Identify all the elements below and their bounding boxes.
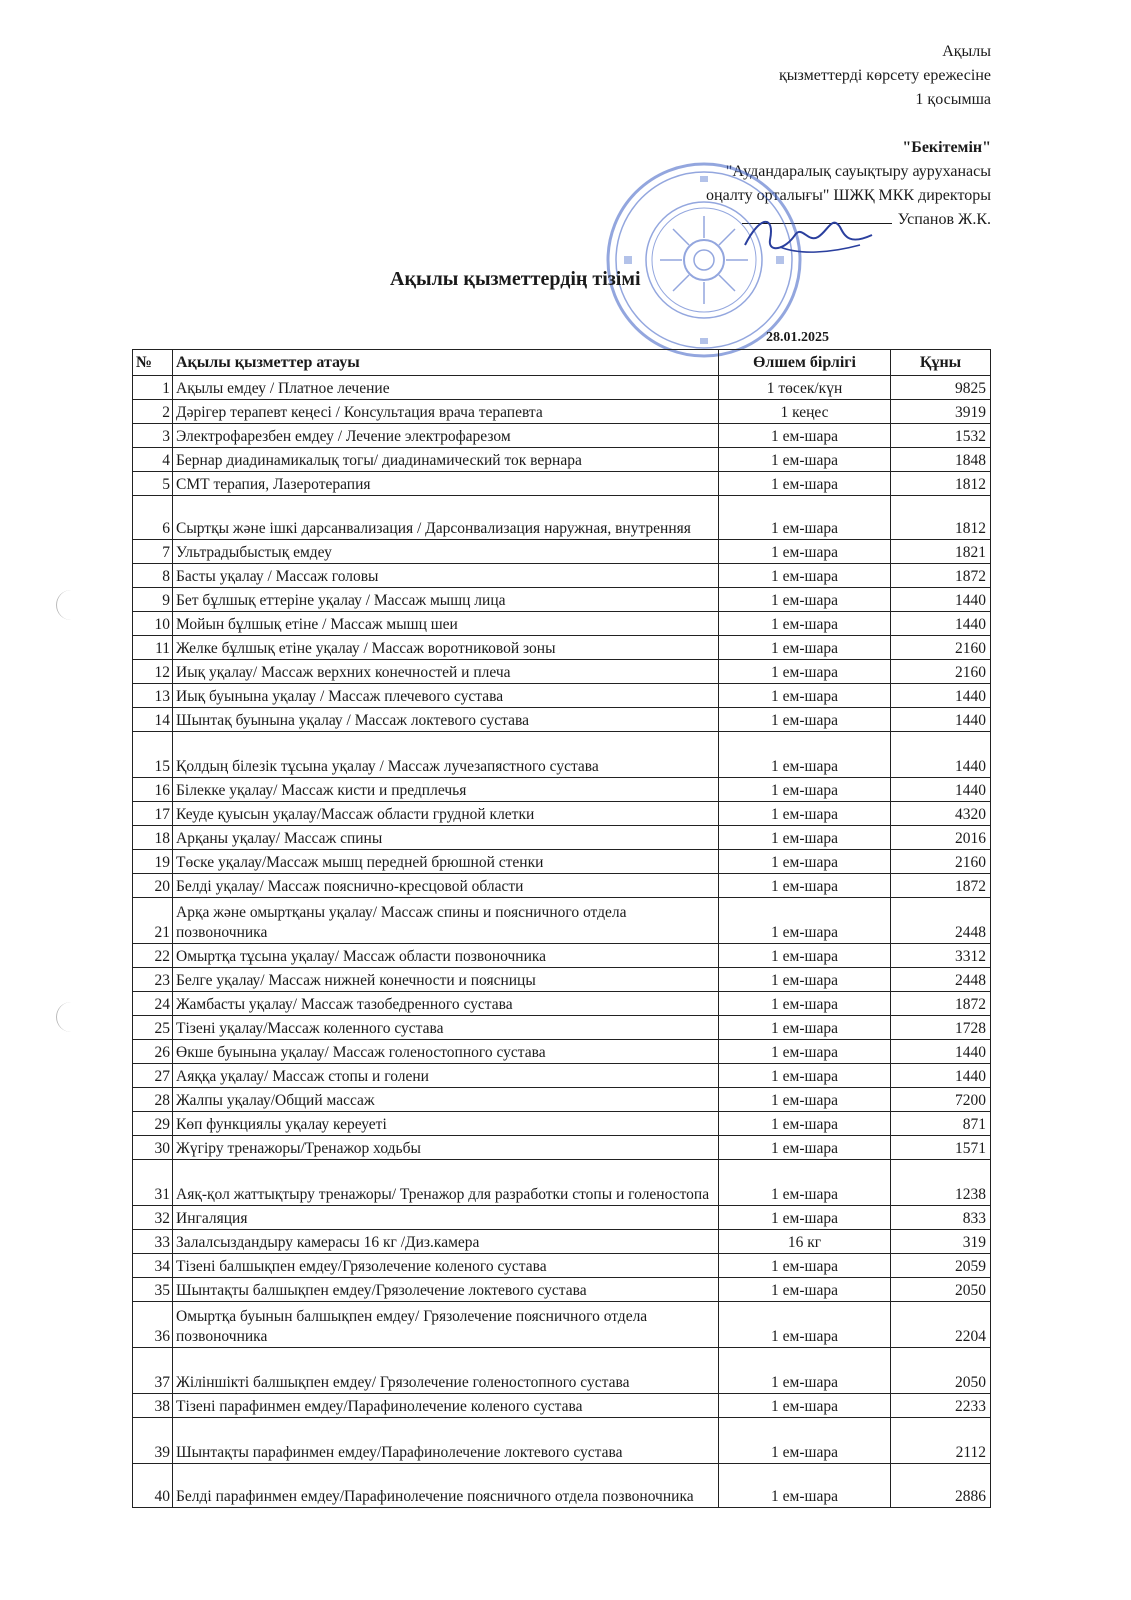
table-row [133,424,991,448]
cell-unit: 1 ем-шара [719,1206,891,1230]
cell-price: 2050 [891,1348,991,1394]
cell-service-name: Ақылы емдеу / Платное лечение [173,376,719,400]
table-row [133,874,991,898]
cell-service-name: Иық уқалау/ Массаж верхних конечностей и плеча [173,660,719,684]
cell-price: 1440 [891,778,991,802]
cell-unit: 1 ем-шара [719,636,891,660]
cell-unit: 1 ем-шара [719,1112,891,1136]
cell-price: 1812 [891,472,991,496]
cell-service-name: Иық буынына уқалау / Массаж плечевого сустава [173,684,719,708]
cell-unit: 1 ем-шара [719,1348,891,1394]
cell-unit: 1 ем-шара [719,1136,891,1160]
cell-unit: 1 ем-шара [719,660,891,684]
table-row [133,376,991,400]
table-row [133,944,991,968]
cell-price: 2160 [891,660,991,684]
table-row [133,636,991,660]
table-row [133,802,991,826]
cell-unit: 1 ем-шара [719,1040,891,1064]
table-row [133,612,991,636]
header-service-name: Ақылы қызметтер атауы [173,350,719,376]
cell-number: 27 [133,1064,173,1088]
cell-number: 5 [133,472,173,496]
table-row [133,448,991,472]
cell-service-name: Мойын бұлшық етіне / Массаж мышц шеи [173,612,719,636]
cell-price: 319 [891,1230,991,1254]
cell-price: 1872 [891,874,991,898]
cell-service-name: Көп функциялы уқалау кереуеті [173,1112,719,1136]
cell-price: 2160 [891,636,991,660]
table-row [133,1016,991,1040]
annex-line-1: Ақылы [942,43,991,60]
table-row [133,850,991,874]
table-row [133,540,991,564]
table-row [133,588,991,612]
cell-unit: 1 ем-шара [719,1064,891,1088]
director-signature [740,205,880,265]
table-row [133,992,991,1016]
table-row [133,564,991,588]
cell-service-name: Белді парафинмен емдеу/Парафинолечение поясничного отдела позвоночника [173,1464,719,1508]
cell-price: 871 [891,1112,991,1136]
cell-number: 28 [133,1088,173,1112]
annex-line-2: қызметтерді көрсету ережесіне [778,67,991,84]
cell-unit: 1 кеңес [719,400,891,424]
cell-service-name: Бет бұлшық еттеріне уқалау / Массаж мышц лица [173,588,719,612]
cell-number: 15 [133,732,173,778]
cell-service-name: Арқаны уқалау/ Массаж спины [173,826,719,850]
cell-unit: 1 ем-шара [719,540,891,564]
cell-service-name: Ингаляция [173,1206,719,1230]
cell-unit: 1 ем-шара [719,778,891,802]
approval-title: "Бекітемін" [902,139,991,156]
cell-number: 20 [133,874,173,898]
table-row [133,1348,991,1394]
header-price: Құны [891,350,991,376]
cell-service-name: Электрофарезбен емдеу / Лечение электрофарезом [173,424,719,448]
cell-service-name: Белді уқалау/ Массаж пояснично-кресцовой области [173,874,719,898]
cell-service-name: Ультрадыбыстық емдеу [173,540,719,564]
cell-number: 19 [133,850,173,874]
cell-service-name: Жіліншікті балшықпен емдеу/ Грязолечение голеностопного сустава [173,1348,719,1394]
table-row [133,898,991,944]
table-row [133,1230,991,1254]
cell-service-name: Желке бұлшық етіне уқалау / Массаж воротниковой зоны [173,636,719,660]
cell-unit: 1 ем-шара [719,448,891,472]
table-row [133,778,991,802]
table-row [133,1206,991,1230]
cell-service-name: Омыртқа тұсына уқалау/ Массаж области позвоночника [173,944,719,968]
cell-unit: 1 ем-шара [719,968,891,992]
cell-number: 30 [133,1136,173,1160]
cell-price: 3919 [891,400,991,424]
cell-number: 8 [133,564,173,588]
cell-number: 26 [133,1040,173,1064]
cell-number: 32 [133,1206,173,1230]
cell-price: 1872 [891,564,991,588]
table-row [133,496,991,540]
cell-price: 1440 [891,1064,991,1088]
table-row [133,1302,991,1348]
cell-unit: 1 ем-шара [719,708,891,732]
cell-service-name: Өкше буынына уқалау/ Массаж голеностопного сустава [173,1040,719,1064]
cell-service-name: Кеуде қуысын уқалау/Массаж области грудной клетки [173,802,719,826]
cell-price: 1440 [891,732,991,778]
cell-price: 1440 [891,588,991,612]
cell-unit: 1 ем-шара [719,472,891,496]
cell-service-name: Басты уқалау / Массаж головы [173,564,719,588]
cell-unit: 1 ем-шара [719,874,891,898]
cell-number: 38 [133,1394,173,1418]
table-row [133,472,991,496]
cell-service-name: Жүгіру тренажоры/Тренажор ходьбы [173,1136,719,1160]
cell-price: 2886 [891,1464,991,1508]
cell-unit: 1 ем-шара [719,1088,891,1112]
cell-number: 24 [133,992,173,1016]
cell-price: 2050 [891,1278,991,1302]
cell-unit: 1 ем-шара [719,850,891,874]
cell-unit: 1 ем-шара [719,424,891,448]
cell-unit: 1 ем-шара [719,612,891,636]
table-row [133,1088,991,1112]
cell-number: 14 [133,708,173,732]
table-row [133,1278,991,1302]
cell-number: 35 [133,1278,173,1302]
punch-hole-mark [56,590,97,620]
cell-number: 23 [133,968,173,992]
cell-number: 2 [133,400,173,424]
document-date: 28.01.2025 [766,330,829,345]
cell-number: 7 [133,540,173,564]
cell-unit: 1 ем-шара [719,992,891,1016]
cell-price: 2448 [891,898,991,944]
cell-service-name: Шынтақты балшықпен емдеу/Грязолечение локтевого сустава [173,1278,719,1302]
cell-service-name: Тізені балшықпен емдеу/Грязолечение коленого сустава [173,1254,719,1278]
table-row [133,1394,991,1418]
cell-service-name: Омыртқа буынын балшықпен емдеу/ Грязолечение поясничного отдела позвоночника [173,1302,719,1348]
cell-price: 1440 [891,612,991,636]
annex-reference [779,40,991,112]
cell-price: 2112 [891,1418,991,1464]
cell-number: 31 [133,1160,173,1206]
annex-line-3: 1 қосымша [915,91,991,108]
cell-service-name: Аяқ-қол жаттықтыру тренажоры/ Тренажор для разработки стопы и голеностопа [173,1160,719,1206]
cell-number: 9 [133,588,173,612]
cell-number: 34 [133,1254,173,1278]
cell-number: 16 [133,778,173,802]
cell-service-name: Тізені уқалау/Массаж коленного сустава [173,1016,719,1040]
cell-unit: 1 ем-шара [719,944,891,968]
table-row [133,1040,991,1064]
approval-org-line-1: "Аудандаралық сауықтыру ауруханасы [725,163,991,180]
cell-unit: 1 ем-шара [719,898,891,944]
cell-service-name: Бернар диадинамикалық тогы/ диадинамический ток вернара [173,448,719,472]
cell-number: 37 [133,1348,173,1394]
cell-price: 1440 [891,684,991,708]
paid-services-table [132,349,991,1508]
cell-price: 1238 [891,1160,991,1206]
cell-unit: 1 ем-шара [719,588,891,612]
cell-unit: 1 ем-шара [719,1302,891,1348]
cell-price: 1728 [891,1016,991,1040]
cell-price: 3312 [891,944,991,968]
cell-price: 833 [891,1206,991,1230]
cell-service-name: Шынтақты парафинмен емдеу/Парафинолечение локтевого сустава [173,1418,719,1464]
cell-number: 10 [133,612,173,636]
table-row [133,968,991,992]
cell-unit: 1 ем-шара [719,684,891,708]
cell-price: 1821 [891,540,991,564]
cell-number: 6 [133,496,173,540]
cell-price: 1571 [891,1136,991,1160]
cell-price: 9825 [891,376,991,400]
cell-service-name: Белге уқалау/ Массаж нижней конечности и поясницы [173,968,719,992]
cell-service-name: Аяққа уқалау/ Массаж стопы и голени [173,1064,719,1088]
cell-unit: 1 ем-шара [719,802,891,826]
cell-unit: 1 ем-шара [719,732,891,778]
cell-number: 3 [133,424,173,448]
cell-number: 25 [133,1016,173,1040]
cell-unit: 1 ем-шара [719,1160,891,1206]
cell-number: 17 [133,802,173,826]
table-row [133,1064,991,1088]
cell-unit: 1 ем-шара [719,1254,891,1278]
table-row [133,1464,991,1508]
table-row [133,1254,991,1278]
table-body [133,376,991,1508]
cell-unit: 1 ем-шара [719,1278,891,1302]
table-row [133,684,991,708]
cell-price: 2160 [891,850,991,874]
cell-number: 1 [133,376,173,400]
cell-price: 1532 [891,424,991,448]
cell-price: 1440 [891,708,991,732]
cell-service-name: Білекке уқалау/ Массаж кисти и предплечья [173,778,719,802]
table-row [133,1136,991,1160]
cell-number: 22 [133,944,173,968]
cell-number: 12 [133,660,173,684]
document-title: Ақылы қызметтердің тізімі [390,268,641,290]
cell-price: 2016 [891,826,991,850]
punch-hole-mark [56,1002,97,1032]
cell-number: 13 [133,684,173,708]
cell-number: 33 [133,1230,173,1254]
table-row [133,1112,991,1136]
table-row [133,1418,991,1464]
cell-number: 21 [133,898,173,944]
cell-service-name: Тізені парафинмен емдеу/Парафинолечение коленого сустава [173,1394,719,1418]
cell-unit: 1 ем-шара [719,826,891,850]
cell-price: 7200 [891,1088,991,1112]
table-row [133,1160,991,1206]
cell-number: 40 [133,1464,173,1508]
cell-service-name: СМТ терапия, Лазеротерапия [173,472,719,496]
cell-service-name: Жалпы уқалау/Общий массаж [173,1088,719,1112]
table-row [133,400,991,424]
table-row [133,708,991,732]
cell-unit: 1 төсек/күн [719,376,891,400]
cell-unit: 1 ем-шара [719,496,891,540]
cell-price: 1812 [891,496,991,540]
cell-number: 29 [133,1112,173,1136]
cell-service-name: Залалсыздандыру камерасы 16 кг /Диз.камера [173,1230,719,1254]
header-number: № [133,350,173,376]
cell-service-name: Қолдың білезік тұсына уқалау / Массаж лучезапястного сустава [173,732,719,778]
cell-service-name: Дәрігер терапевт кеңесі / Консультация врача терапевта [173,400,719,424]
cell-price: 1440 [891,1040,991,1064]
table-row [133,826,991,850]
cell-price: 2448 [891,968,991,992]
table-header-row [133,350,991,376]
cell-price: 2204 [891,1302,991,1348]
cell-number: 4 [133,448,173,472]
cell-unit: 1 ем-шара [719,1016,891,1040]
cell-service-name: Арқа және омыртқаны уқалау/ Массаж спины и поясничного отдела позвоночника [173,898,719,944]
header-unit: Өлшем бірлігі [719,350,891,376]
cell-service-name: Шынтақ буынына уқалау / Массаж локтевого сустава [173,708,719,732]
director-name: Успанов Ж.К. [897,211,991,228]
table-row [133,660,991,684]
cell-service-name: Төске уқалау/Массаж мышц передней брюшной стенки [173,850,719,874]
cell-unit: 1 ем-шара [719,1394,891,1418]
cell-unit: 1 ем-шара [719,1464,891,1508]
cell-price: 4320 [891,802,991,826]
cell-price: 1872 [891,992,991,1016]
cell-price: 2233 [891,1394,991,1418]
cell-service-name: Сыртқы және ішкі дарсанвализация / Дарсонвализация наружная, внутренняя [173,496,719,540]
cell-unit: 1 ем-шара [719,564,891,588]
cell-number: 39 [133,1418,173,1464]
approval-org-line-2: оңалту орталығы" ШЖҚ МКК директоры [706,187,991,204]
cell-unit: 1 ем-шара [719,1418,891,1464]
cell-price: 2059 [891,1254,991,1278]
cell-price: 1848 [891,448,991,472]
cell-number: 36 [133,1302,173,1348]
cell-number: 11 [133,636,173,660]
cell-service-name: Жамбасты уқалау/ Массаж тазобедренного сустава [173,992,719,1016]
table-row [133,732,991,778]
cell-unit: 16 кг [719,1230,891,1254]
cell-number: 18 [133,826,173,850]
